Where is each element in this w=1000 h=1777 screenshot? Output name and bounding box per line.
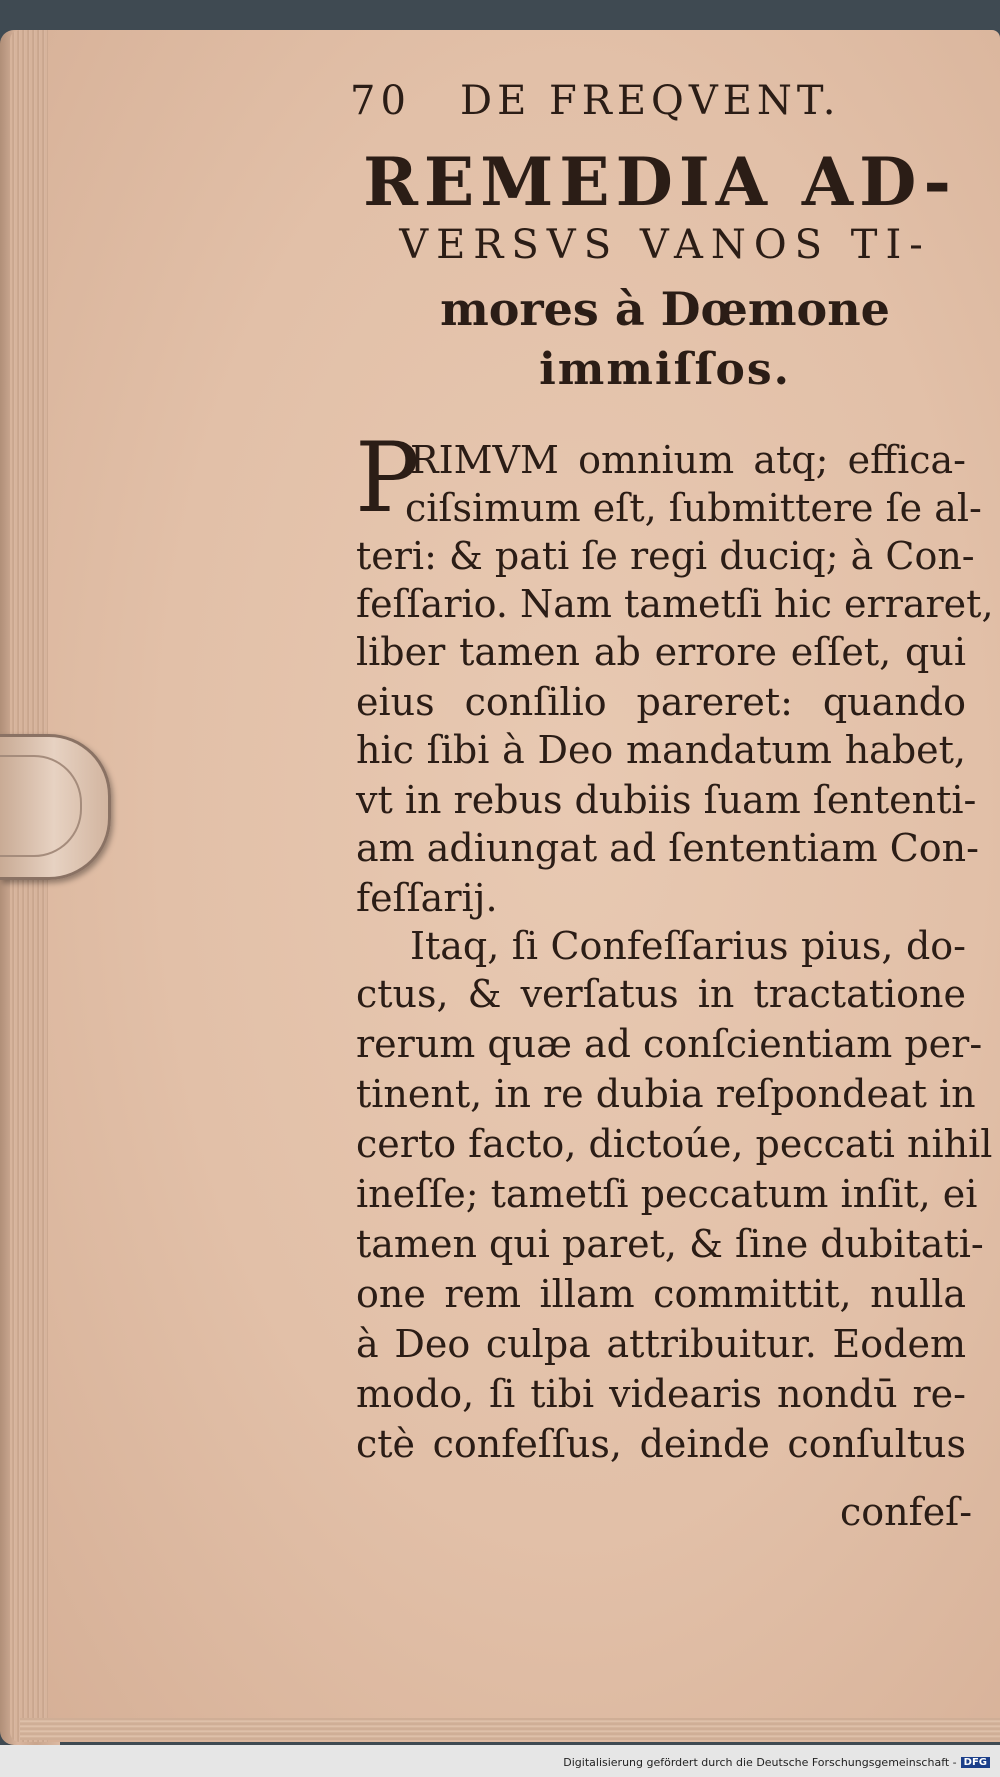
page-bottom-edge	[20, 1718, 1000, 1740]
body-line: feſſarij.	[356, 876, 498, 920]
body-line: ciſsimum eſt, ſubmittere ſe al-	[405, 486, 982, 530]
body-line: teri: & pati ſe regi duciq; à Con-	[356, 534, 975, 578]
credit-text: Digitalisierung gefördert durch die Deutsche Forschungsgemeinschaft -	[563, 1756, 957, 1769]
chapter-title-line-1: REMEDIA AD-	[363, 143, 957, 221]
body-line: RIMVM omnium atq; effica-	[410, 438, 966, 482]
body-line: ctus, & verſatus in tractatione	[356, 972, 966, 1016]
body-line: modo, ſi tibi videaris nondū re-	[356, 1372, 966, 1416]
page-header	[350, 78, 990, 138]
page-edges	[10, 30, 50, 1742]
book-clasp	[0, 734, 111, 880]
body-line: one rem illam committit, nulla	[356, 1272, 966, 1316]
drop-cap: P	[355, 422, 420, 534]
body-line: hic ſibi à Deo mandatum habet,	[356, 728, 966, 772]
running-head: DE FREQVENT.	[460, 78, 841, 124]
body-line: am adiungat ad ſententiam Con-	[356, 826, 979, 870]
body-line: rerum quæ ad conſcientiam per-	[356, 1022, 983, 1066]
body-line: certo facto, dictoúe, peccati nihil	[356, 1122, 993, 1166]
body-line: à Deo culpa attribuitur. Eodem	[356, 1322, 966, 1366]
chapter-title-line-2: VERSVS VANOS TI-	[399, 222, 931, 268]
page-number: 70	[350, 78, 411, 124]
body-line: eius conſilio pareret: quando	[356, 680, 966, 724]
body-line: tamen qui paret, & ſine dubitati-	[356, 1222, 984, 1266]
digitization-credit	[563, 1756, 990, 1769]
chapter-title-line-4: immiſſos.	[539, 344, 791, 395]
body-line: ctè confeſſus, deinde conſultus	[356, 1422, 966, 1466]
catchword: confeſ-	[840, 1490, 973, 1534]
body-line: ineſſe; tametſi peccatum inſit, ei	[356, 1172, 978, 1216]
body-line: Itaq, ſi Confeſſarius pius, do-	[410, 924, 966, 968]
body-line: vt in rebus dubiis ſuam ſententi-	[356, 778, 977, 822]
book-clasp-inner	[0, 755, 82, 857]
dfg-logo: DFG	[961, 1757, 990, 1768]
body-line: feſſario. Nam tametſi hic erraret,	[356, 582, 994, 626]
body-line: liber tamen ab errore eſſet, qui	[356, 630, 966, 674]
body-line: tinent, in re dubia reſpondeat in	[356, 1072, 976, 1116]
chapter-title-line-3: mores à Dœmone	[440, 282, 890, 336]
